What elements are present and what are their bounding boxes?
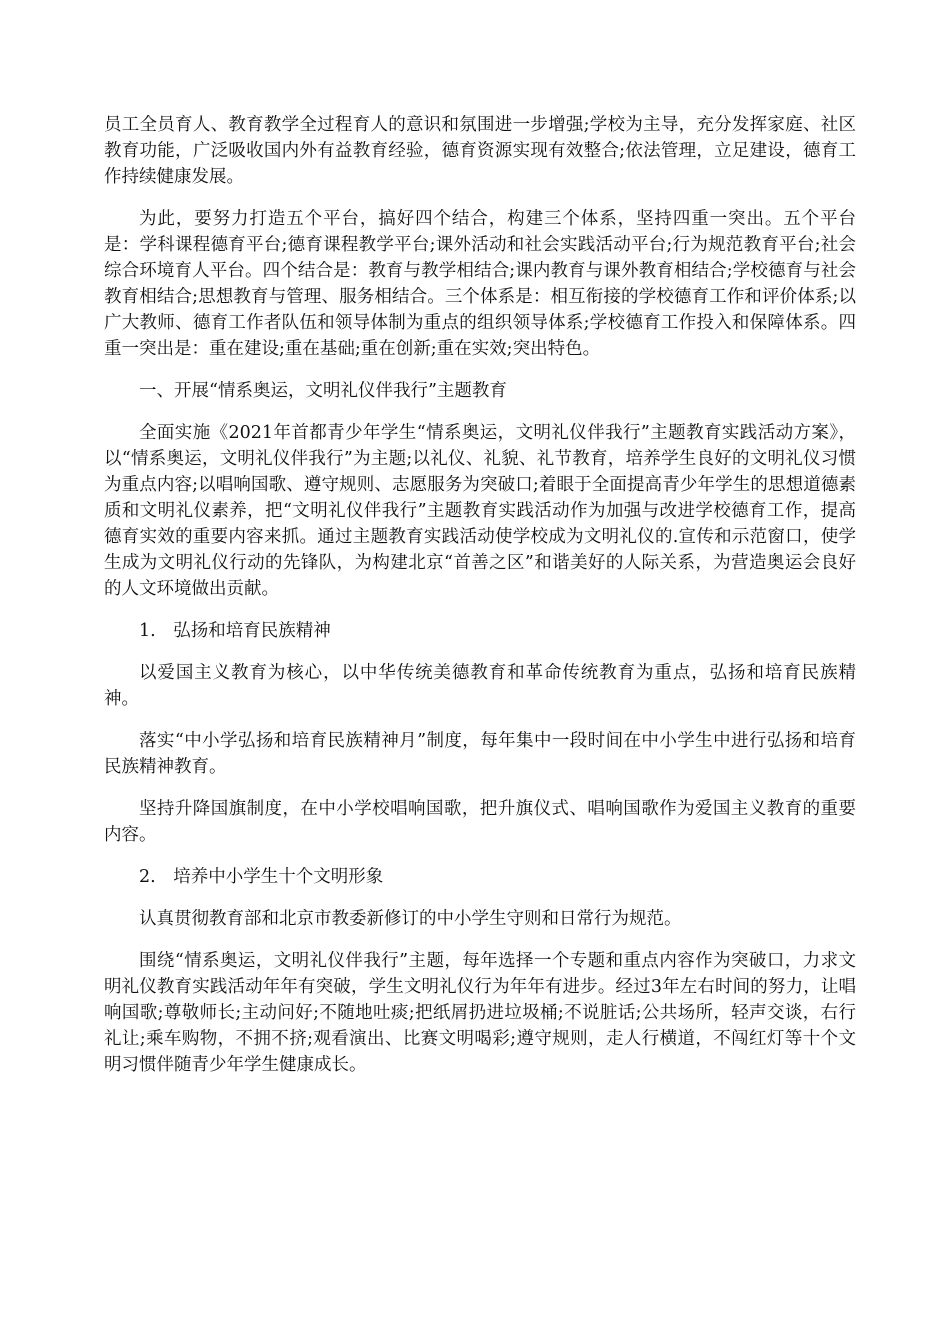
paragraph: 认真贯彻教育部和北京市教委新修订的中小学生守则和日常行为规范。 — [139, 909, 682, 929]
section-heading: 一、开展“情系奥运，文明礼仪伴我行”主题教育 — [139, 381, 507, 401]
paragraph: 为此，要努力打造五个平台，搞好四个结合，构建三个体系，坚持四重一突出。五个平台是：学科课程德育平台;德育课程教学平台;课外活动和社会实践活动平台;行为规范教育平台;社会综合环境育人平台。四个结合是：教育与教学相结合;课内教育与课外教育相结合;学校德育与社会教育相结合;思想教育与管理、服务相结合。三个体系是：相互衔接的学校德育工作和评价体系;以广大教师、德育工作者队伍和领导体制为重点的组织领导体系;学校德育工作投入和保障体系。四重一突出是：重在建设;重在基础;重在创新;重在实效;突出特色。 — [104, 209, 856, 359]
paragraph: 全面实施《2021年首都青少年学生“情系奥运，文明礼仪伴我行”主题教育实践活动方案》，以“情系奥运，文明礼仪伴我行”为主题;以礼仪、礼貌、礼节教育，培养学生良好的文明礼仪习惯为重点内容;以唱响国歌、遵守规则、志愿服务为突破口;着眼于全面提高青少年学生的思想道德素质和文明礼仪素养，把“文明礼仪伴我行”主题教育实践活动作为加强与改进学校德育工作，提高德育实效的重要内容来抓。通过主题教育实践活动使学校成为文明礼仪的.宣传和示范窗口，使学生成为文明礼仪行动的先锋队，为构建北京“首善之区”和谐美好的人际关系，为营造奥运会良好的人文环境做出贡献。 — [104, 423, 856, 599]
subsection-heading: 2. 培养中小学生十个文明形象 — [139, 867, 384, 887]
paragraph: 员工全员育人、教育教学全过程育人的意识和氛围进一步增强;学校为主导，充分发挥家庭、社区教育功能，广泛吸收国内外有益教育经验，德育资源实现有效整合;依法管理，立足建设，德育工作持续健康发展。 — [104, 115, 856, 187]
subsection-heading: 1. 弘扬和培育民族精神 — [139, 621, 331, 641]
paragraph: 落实“中小学弘扬和培育民族精神月”制度，每年集中一段时间在中小学生中进行弘扬和培育民族精神教育。 — [104, 731, 856, 777]
paragraph: 以爱国主义教育为核心，以中华传统美德教育和革命传统教育为重点，弘扬和培育民族精神。 — [104, 663, 856, 709]
paragraph: 围绕“情系奥运，文明礼仪伴我行”主题，每年选择一个专题和重点内容作为突破口，力求文明礼仪教育实践活动年年有突破，学生文明礼仪行为年年有进步。经过3年左右时间的努力，让唱响国歌;尊敬师长;主动问好;不随地吐痰;把纸屑扔进垃圾桶;不说脏话;公共场所，轻声交谈，右行礼让;乘车购物，不拥不挤;观看演出、比赛文明喝彩;遵守规则，走人行横道，不闯红灯等十个文明习惯伴随青少年学生健康成长。 — [104, 951, 856, 1075]
paragraph: 坚持升降国旗制度，在中小学校唱响国歌，把升旗仪式、唱响国歌作为爱国主义教育的重要内容。 — [104, 799, 856, 845]
document-page — [104, 112, 856, 1094]
